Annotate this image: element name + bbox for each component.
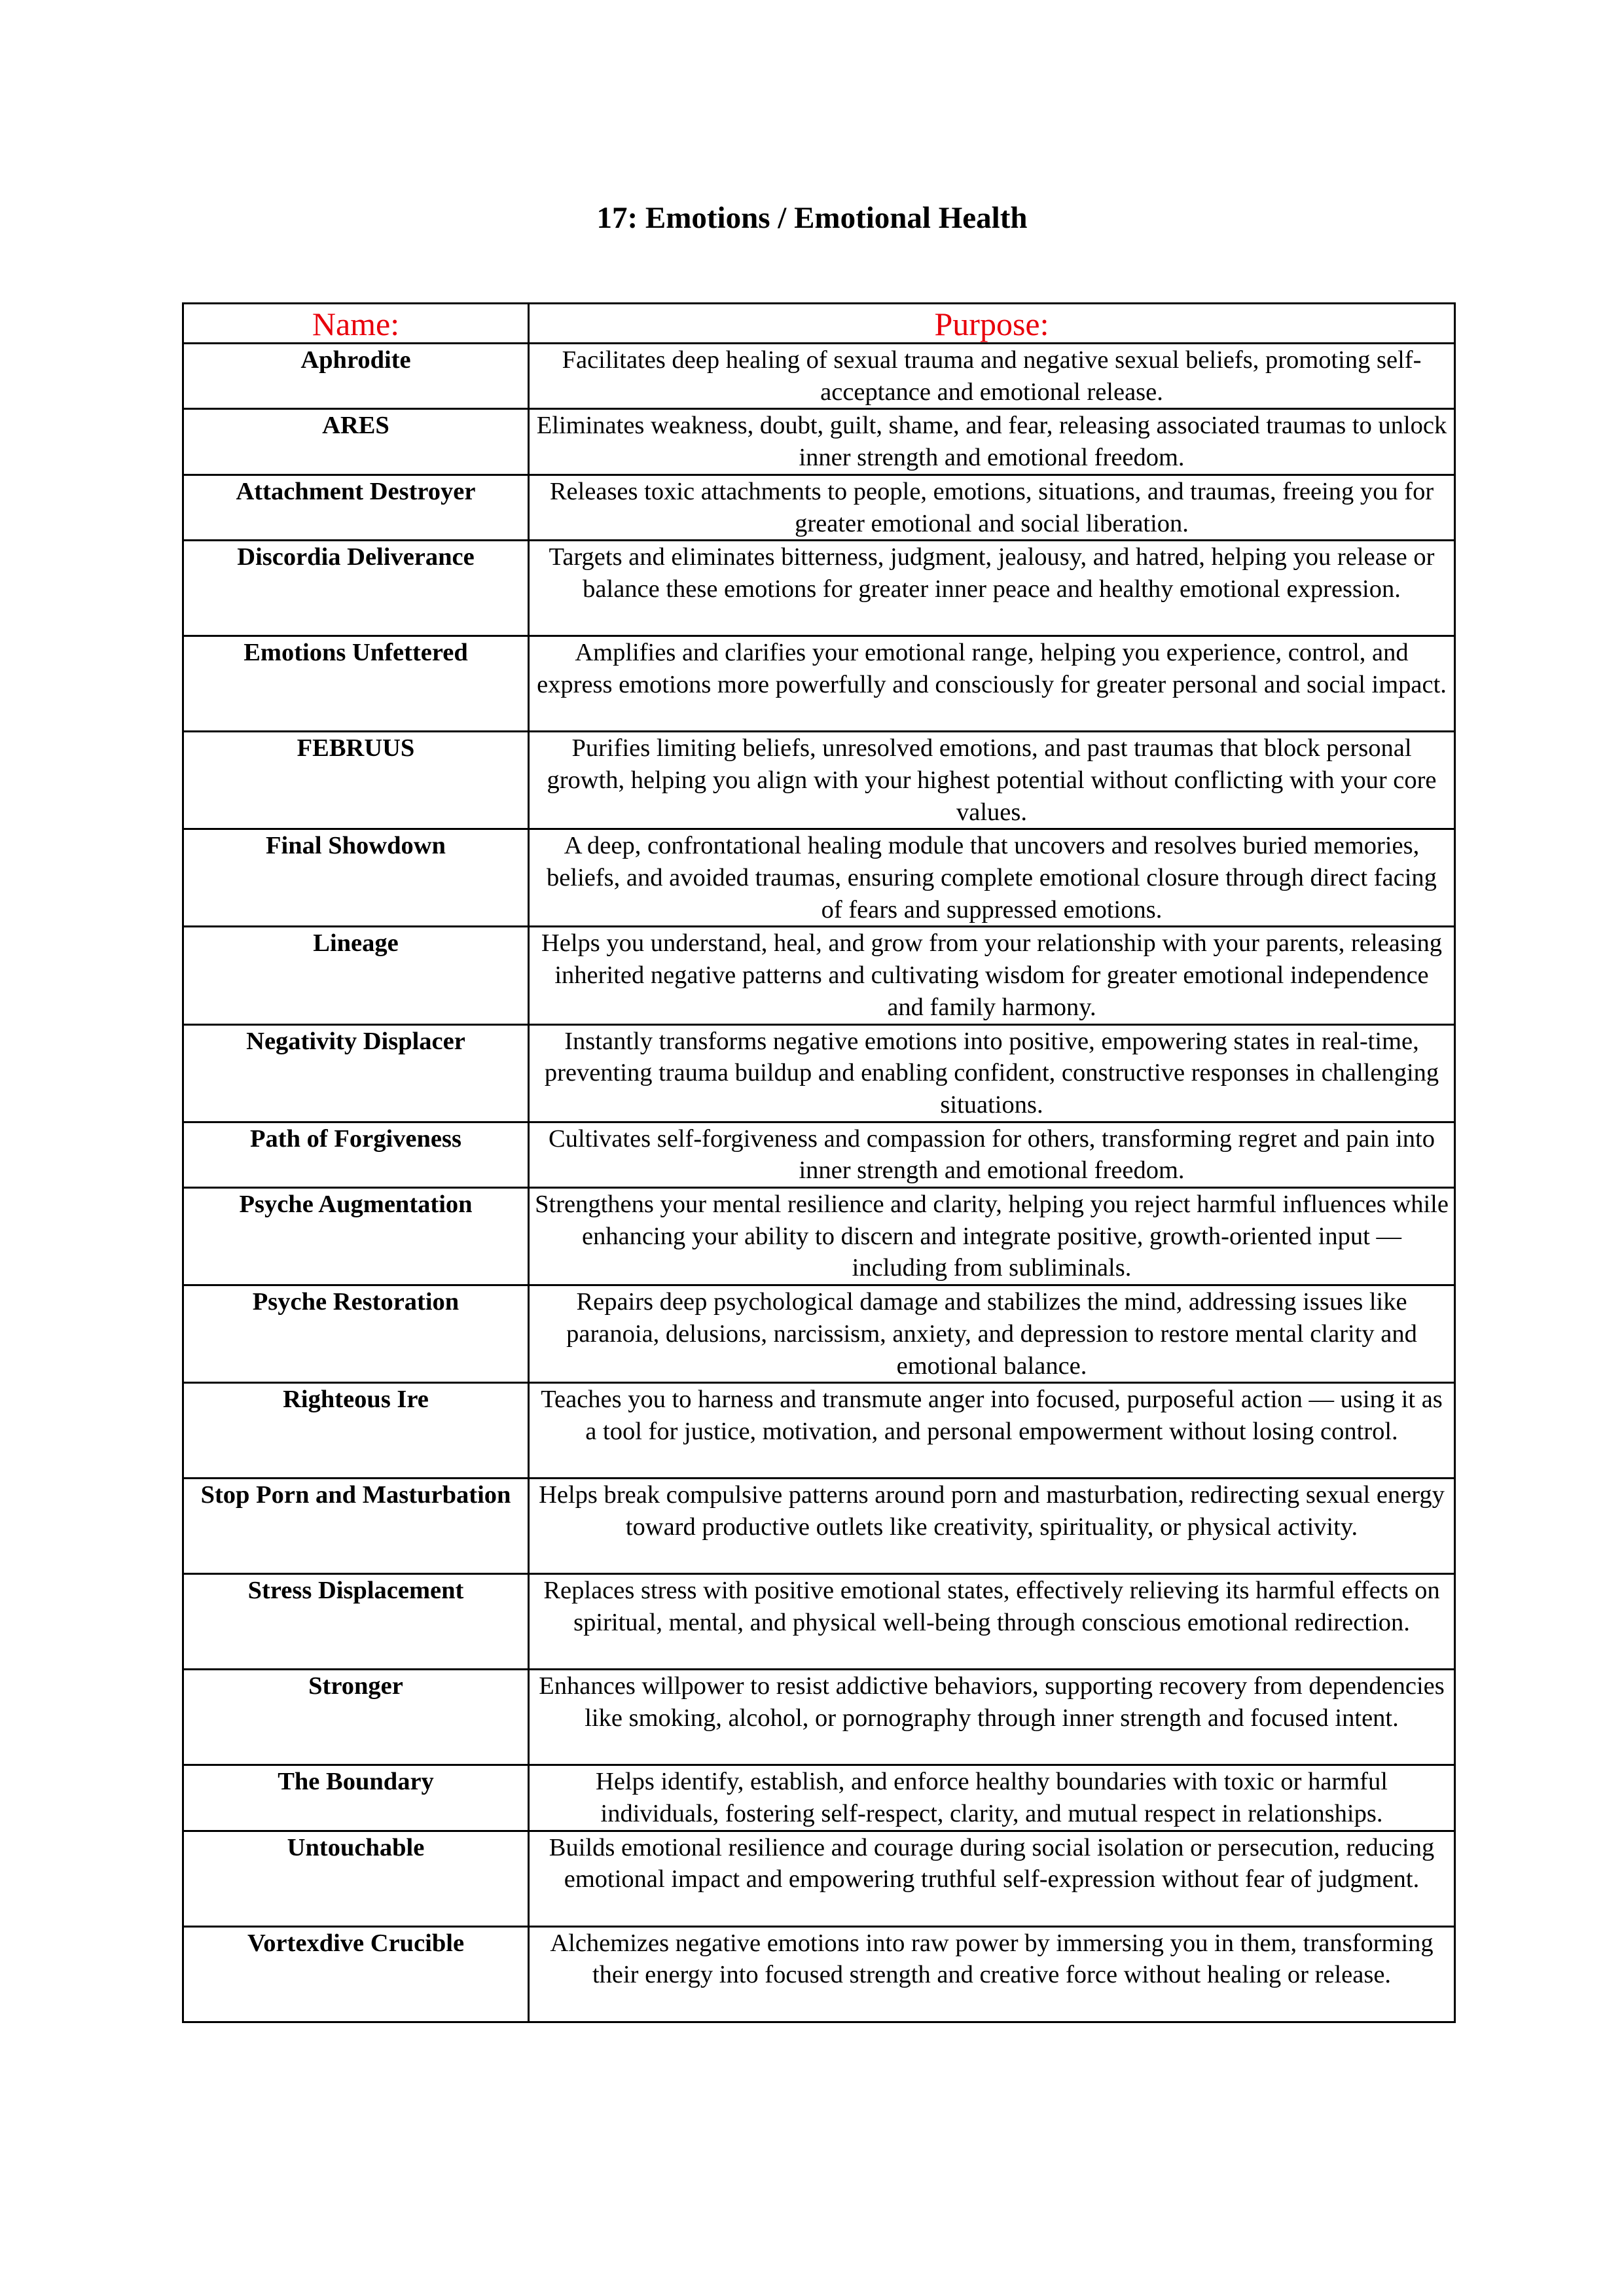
module-purpose: Alchemizes negative emotions into raw power by immersing you in them, transforming their energy into focused strength and creative force without healing or release. <box>529 1926 1455 2022</box>
module-name: Lineage <box>183 927 529 1024</box>
table-row <box>183 636 1455 732</box>
module-name: Path of Forgiveness <box>183 1122 529 1187</box>
table-row <box>183 1024 1455 1122</box>
table-row <box>183 732 1455 829</box>
module-purpose: Repairs deep psychological damage and stabilizes the mind, addressing issues like paranoia, delusions, narcissism, anxiety, and depression to restore mental clarity and emotional balance. <box>529 1285 1455 1383</box>
table-row <box>183 1383 1455 1479</box>
page-title: 17: Emotions / Emotional Health <box>596 201 1028 235</box>
table-row <box>183 541 1455 636</box>
name-column-header: Name: <box>183 304 529 344</box>
module-purpose: Strengthens your mental resilience and clarity, helping you reject harmful influences while enhancing your ability to discern and integrate positive, growth-oriented input — including from subliminals. <box>529 1188 1455 1285</box>
table-header-row <box>183 304 1455 344</box>
table-row <box>183 409 1455 475</box>
module-purpose: Instantly transforms negative emotions into positive, empowering states in real-time, preventing trauma buildup and enabling confident, constructive responses in challenging situations. <box>529 1024 1455 1122</box>
purpose-column-header: Purpose: <box>529 304 1455 344</box>
module-purpose: Helps break compulsive patterns around porn and masturbation, redirecting sexual energy toward productive outlets like creativity, spirituality, or physical activity. <box>529 1479 1455 1574</box>
table-row <box>183 1831 1455 1926</box>
table-row <box>183 1188 1455 1285</box>
module-name: Attachment Destroyer <box>183 475 529 540</box>
module-name: Stop Porn and Masturbation <box>183 1479 529 1574</box>
module-name: Vortexdive Crucible <box>183 1926 529 2022</box>
table-row <box>183 475 1455 540</box>
module-purpose: Enhances willpower to resist addictive behaviors, supporting recovery from dependencies like smoking, alcohol, or pornography through inner strength and focused intent. <box>529 1670 1455 1765</box>
module-purpose: Replaces stress with positive emotional states, effectively relieving its harmful effects on spiritual, mental, and physical well-being through conscious emotional redirection. <box>529 1574 1455 1670</box>
module-purpose: Cultivates self-forgiveness and compassion for others, transforming regret and pain into inner strength and emotional freedom. <box>529 1122 1455 1187</box>
module-purpose: Amplifies and clarifies your emotional range, helping you experience, control, and express emotions more powerfully and consciously for greater personal and social impact. <box>529 636 1455 732</box>
module-purpose: Helps you understand, heal, and grow from your relationship with your parents, releasing inherited negative patterns and cultivating wisdom for greater emotional independence and family harmony. <box>529 927 1455 1024</box>
module-name: Psyche Augmentation <box>183 1188 529 1285</box>
module-name: Final Showdown <box>183 829 529 927</box>
module-purpose: Targets and eliminates bitterness, judgment, jealousy, and hatred, helping you release or balance these emotions for greater inner peace and healthy emotional expression. <box>529 541 1455 636</box>
module-purpose: Teaches you to harness and transmute anger into focused, purposeful action — using it as a tool for justice, motivation, and personal empowerment without losing control. <box>529 1383 1455 1479</box>
table-row <box>183 1285 1455 1383</box>
table-row <box>183 1765 1455 1831</box>
module-purpose: Facilitates deep healing of sexual trauma and negative sexual beliefs, promoting self-acceptance and emotional release. <box>529 344 1455 409</box>
module-name: FEBRUUS <box>183 732 529 829</box>
module-name: Negativity Displacer <box>183 1024 529 1122</box>
table-row <box>183 1479 1455 1574</box>
table-row <box>183 1574 1455 1670</box>
module-name: Stronger <box>183 1670 529 1765</box>
module-purpose: Helps identify, establish, and enforce healthy boundaries with toxic or harmful individuals, fostering self-respect, clarity, and mutual respect in relationships. <box>529 1765 1455 1831</box>
module-purpose: Builds emotional resilience and courage during social isolation or persecution, reducing emotional impact and empowering truthful self-expression without fear of judgment. <box>529 1831 1455 1926</box>
table-row <box>183 1122 1455 1187</box>
table-row <box>183 829 1455 927</box>
module-purpose: Purifies limiting beliefs, unresolved emotions, and past traumas that block personal growth, helping you align with your highest potential without conflicting with your core values. <box>529 732 1455 829</box>
module-purpose: A deep, confrontational healing module that uncovers and resolves buried memories, beliefs, and avoided traumas, ensuring complete emotional closure through direct facing of fears and suppressed emotions. <box>529 829 1455 927</box>
module-name: Emotions Unfettered <box>183 636 529 732</box>
module-name: Righteous Ire <box>183 1383 529 1479</box>
table-row <box>183 927 1455 1024</box>
module-name: Untouchable <box>183 1831 529 1926</box>
module-name: Discordia Deliverance <box>183 541 529 636</box>
module-purpose: Releases toxic attachments to people, emotions, situations, and traumas, freeing you for greater emotional and social liberation. <box>529 475 1455 540</box>
modules-table <box>182 302 1456 2023</box>
module-purpose: Eliminates weakness, doubt, guilt, shame, and fear, releasing associated traumas to unlock inner strength and emotional freedom. <box>529 409 1455 475</box>
module-name: ARES <box>183 409 529 475</box>
table-row <box>183 344 1455 409</box>
table-row <box>183 1926 1455 2022</box>
table-row <box>183 1670 1455 1765</box>
module-name: The Boundary <box>183 1765 529 1831</box>
module-name: Aphrodite <box>183 344 529 409</box>
module-name: Stress Displacement <box>183 1574 529 1670</box>
module-name: Psyche Restoration <box>183 1285 529 1383</box>
